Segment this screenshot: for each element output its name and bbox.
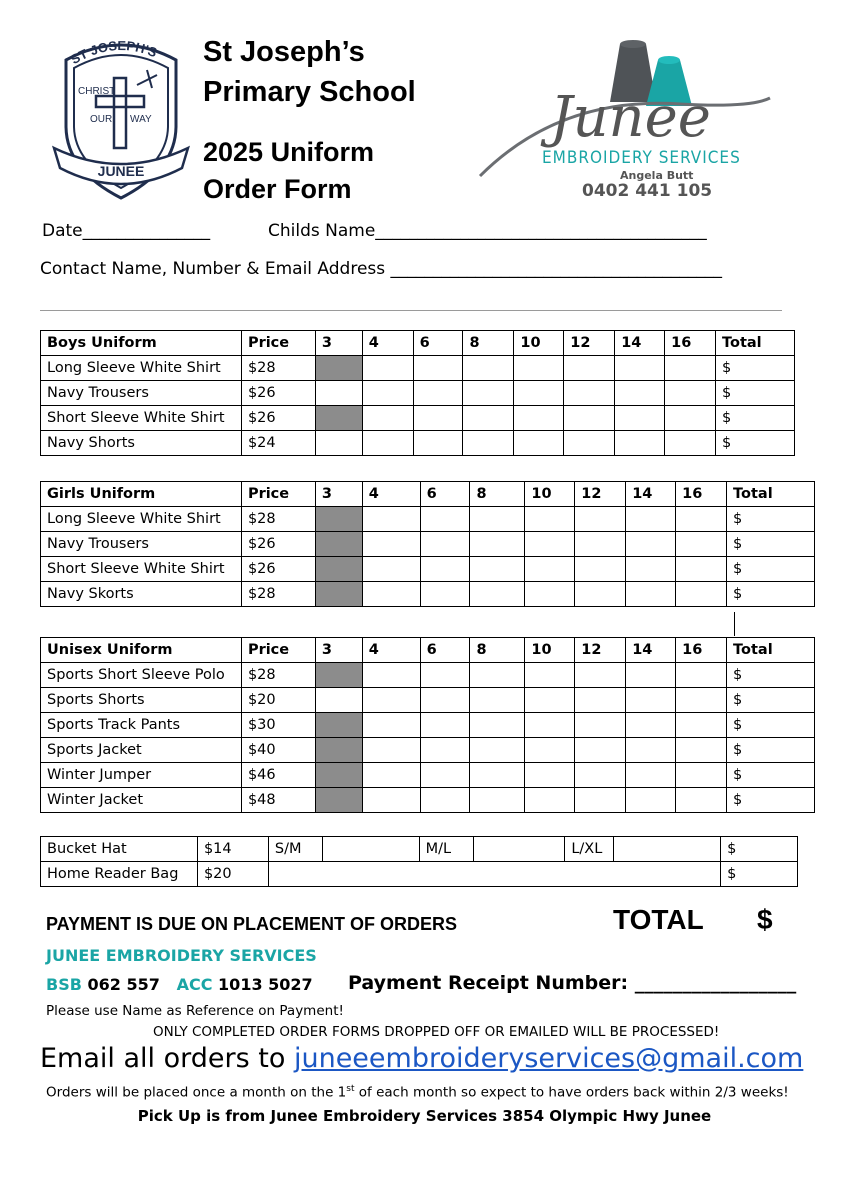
item-name: Bucket Hat [41, 837, 198, 862]
qty-cell[interactable] [575, 713, 626, 738]
qty-cell[interactable] [315, 381, 362, 406]
qty-cell[interactable] [362, 738, 420, 763]
qty-cell[interactable] [463, 356, 514, 381]
qty-cell[interactable] [420, 763, 470, 788]
qty-cell[interactable] [362, 788, 420, 813]
row-total[interactable]: $ [727, 713, 815, 738]
qty-cell[interactable] [413, 431, 463, 456]
qty-cell[interactable] [470, 738, 525, 763]
table-row [41, 663, 815, 688]
bsb-number: 062 557 [87, 975, 160, 994]
qty-cell[interactable] [626, 532, 676, 557]
qty-cell[interactable] [615, 406, 665, 431]
qty-cell[interactable] [665, 431, 716, 456]
qty-cell[interactable] [575, 532, 626, 557]
email-link[interactable]: juneeembroideryservices@gmail.com [293, 1043, 804, 1074]
row-total[interactable]: $ [716, 381, 795, 406]
logo-subtitle: EMBROIDERY SERVICES [542, 148, 741, 168]
crest-top-text: ST JOSEPH'S [67, 37, 160, 68]
email-prefix: Email all orders to [40, 1043, 286, 1074]
table-row [41, 406, 795, 431]
qty-cell[interactable] [614, 837, 721, 862]
qty-cell[interactable] [514, 431, 564, 456]
qty-cell[interactable] [564, 381, 615, 406]
header-cell: 4 [362, 638, 420, 663]
qty-cell[interactable] [362, 582, 420, 607]
qty-cell[interactable] [268, 862, 720, 887]
qty-cell[interactable] [470, 788, 525, 813]
qty-cell[interactable] [676, 738, 727, 763]
qty-cell[interactable] [676, 663, 727, 688]
qty-cell[interactable] [676, 713, 727, 738]
row-total[interactable]: $ [716, 431, 795, 456]
qty-cell[interactable] [564, 356, 615, 381]
size-unavailable-cell [315, 557, 362, 582]
qty-cell[interactable] [514, 406, 564, 431]
qty-cell[interactable] [420, 557, 470, 582]
item-price: $26 [241, 557, 315, 582]
qty-cell[interactable] [473, 837, 565, 862]
qty-cell[interactable] [463, 431, 514, 456]
childs-name-field[interactable]: Childs Name_______________________________________ [268, 221, 707, 241]
table-row [41, 788, 815, 813]
table-header-row [41, 482, 815, 507]
qty-cell[interactable] [575, 738, 626, 763]
table-row [41, 532, 815, 557]
qty-cell[interactable] [420, 688, 470, 713]
size-unavailable-cell [315, 356, 362, 381]
qty-cell[interactable] [362, 381, 413, 406]
table-row [41, 507, 815, 532]
qty-cell[interactable] [575, 763, 626, 788]
qty-cell[interactable] [315, 431, 362, 456]
table-row [41, 688, 815, 713]
size-unavailable-cell [315, 788, 362, 813]
qty-cell[interactable] [362, 763, 420, 788]
item-name: Winter Jumper [41, 763, 242, 788]
header-cell: 14 [626, 482, 676, 507]
bsb-label: BSB [46, 975, 82, 994]
item-price: $28 [241, 356, 315, 381]
row-total[interactable]: $ [716, 406, 795, 431]
qty-cell[interactable] [626, 688, 676, 713]
junee-embroidery-logo [470, 36, 780, 202]
header-cell: 6 [420, 482, 470, 507]
logo-owner: Angela Butt [620, 169, 694, 182]
qty-cell[interactable] [362, 713, 420, 738]
contact-field[interactable]: Contact Name, Number & Email Address _______________________________________ [40, 259, 723, 279]
table-header-row [41, 638, 815, 663]
header-cell: 8 [463, 331, 514, 356]
pickup-note: Pick Up is from Junee Embroidery Services 3854 Olympic Hwy Junee [137, 1107, 712, 1125]
crest-motto-way: WAY [130, 114, 152, 125]
qty-cell[interactable] [420, 582, 470, 607]
qty-cell[interactable] [362, 431, 413, 456]
qty-cell[interactable] [564, 431, 615, 456]
row-total[interactable]: $ [727, 688, 815, 713]
item-price: $28 [241, 663, 315, 688]
table-row [41, 431, 795, 456]
girls-uniform-table [40, 481, 815, 607]
row-total[interactable]: $ [727, 582, 815, 607]
item-name: Sports Shorts [41, 688, 242, 713]
table-header-row [41, 331, 795, 356]
header-cell: Total [716, 331, 795, 356]
reference-note: Please use Name as Reference on Payment! [46, 1003, 344, 1019]
qty-cell[interactable] [420, 788, 470, 813]
qty-cell[interactable] [626, 738, 676, 763]
size-unavailable-cell [315, 738, 362, 763]
item-price: $14 [197, 837, 268, 862]
header-cell: 3 [315, 482, 362, 507]
acc-label: ACC [176, 975, 213, 994]
grand-total-label: TOTAL [613, 904, 704, 935]
header-cell: Total [727, 482, 815, 507]
qty-cell[interactable] [575, 788, 626, 813]
header-cell: 16 [676, 482, 727, 507]
qty-cell[interactable] [676, 507, 727, 532]
qty-cell[interactable] [575, 582, 626, 607]
header-cell: 4 [362, 482, 420, 507]
qty-cell[interactable] [470, 507, 525, 532]
table-row [41, 582, 815, 607]
size-unavailable-cell [315, 582, 362, 607]
header-cell: 14 [615, 331, 665, 356]
qty-cell[interactable] [413, 381, 463, 406]
date-field[interactable]: Date_______________ [42, 221, 211, 241]
item-price: $26 [241, 532, 315, 557]
qty-cell[interactable] [676, 788, 727, 813]
qty-cell[interactable] [626, 788, 676, 813]
header-cell: Price [241, 331, 315, 356]
qty-cell[interactable] [362, 532, 420, 557]
qty-cell[interactable] [615, 356, 665, 381]
qty-cell[interactable] [575, 507, 626, 532]
table-row [41, 738, 815, 763]
qty-cell[interactable] [564, 406, 615, 431]
qty-cell[interactable] [525, 788, 575, 813]
qty-cell[interactable] [470, 713, 525, 738]
qty-cell[interactable] [470, 763, 525, 788]
account-name: JUNEE EMBROIDERY SERVICES [46, 946, 317, 965]
table-row [41, 381, 795, 406]
item-name: Navy Skorts [41, 582, 242, 607]
size-unavailable-cell [315, 532, 362, 557]
qty-cell[interactable] [575, 557, 626, 582]
row-total[interactable]: $ [716, 356, 795, 381]
contact-extra-line[interactable] [40, 310, 782, 311]
qty-cell[interactable] [463, 381, 514, 406]
qty-cell[interactable] [626, 763, 676, 788]
qty-cell[interactable] [362, 356, 413, 381]
qty-cell[interactable] [525, 763, 575, 788]
qty-cell[interactable] [420, 532, 470, 557]
item-name: Long Sleeve White Shirt [41, 507, 242, 532]
boys-uniform-table [40, 330, 795, 456]
header-cell: Total [727, 638, 815, 663]
qty-cell[interactable] [514, 356, 564, 381]
row-total[interactable]: $ [727, 788, 815, 813]
item-price: $46 [241, 763, 315, 788]
divider-tick [734, 612, 735, 636]
header-cell: Unisex Uniform [41, 638, 242, 663]
qty-cell[interactable] [676, 557, 727, 582]
qty-cell[interactable] [420, 507, 470, 532]
schedule-text-2: of each month so expect to have orders back within 2/3 weeks! [354, 1084, 789, 1101]
receipt-number-field[interactable]: Payment Receipt Number: _________________ [348, 972, 797, 994]
item-price: $28 [241, 582, 315, 607]
qty-cell[interactable] [525, 557, 575, 582]
header-cell: 10 [525, 482, 575, 507]
header-cell: 8 [470, 638, 525, 663]
row-total[interactable]: $ [727, 507, 815, 532]
row-total[interactable]: $ [727, 763, 815, 788]
qty-cell[interactable] [626, 507, 676, 532]
qty-cell[interactable] [322, 837, 419, 862]
qty-cell[interactable] [575, 663, 626, 688]
header-cell: Girls Uniform [41, 482, 242, 507]
item-price: $20 [241, 688, 315, 713]
header-cell: Boys Uniform [41, 331, 242, 356]
table-row [41, 837, 798, 862]
qty-cell[interactable] [676, 763, 727, 788]
logo-phone: 0402 441 105 [582, 181, 713, 201]
size-unavailable-cell [315, 507, 362, 532]
table-row [41, 356, 795, 381]
row-total[interactable]: $ [727, 532, 815, 557]
form-title [203, 134, 374, 208]
schedule-text-1: Orders will be placed once a month on the 1 [46, 1084, 347, 1101]
table-row [41, 763, 815, 788]
qty-cell[interactable] [525, 582, 575, 607]
crest-motto-christ: CHRIST [78, 86, 116, 97]
size-unavailable-cell [315, 663, 362, 688]
header-cell: 16 [676, 638, 727, 663]
row-total[interactable]: $ [721, 862, 798, 887]
header-cell: 16 [665, 331, 716, 356]
qty-cell[interactable] [626, 713, 676, 738]
school-name-line2: Primary School [203, 76, 416, 108]
item-name: Sports Short Sleeve Polo [41, 663, 242, 688]
qty-cell[interactable] [615, 431, 665, 456]
table-row [41, 862, 798, 887]
item-name: Sports Jacket [41, 738, 242, 763]
qty-cell[interactable] [676, 532, 727, 557]
qty-cell[interactable] [470, 532, 525, 557]
row-total[interactable]: $ [727, 663, 815, 688]
header-cell: 10 [514, 331, 564, 356]
item-price: $24 [241, 431, 315, 456]
item-price: $30 [241, 713, 315, 738]
school-name-line1: St Joseph’s [203, 36, 365, 68]
qty-cell[interactable] [420, 663, 470, 688]
processing-note: ONLY COMPLETED ORDER FORMS DROPPED OFF OR EMAILED WILL BE PROCESSED! [153, 1024, 720, 1040]
qty-cell[interactable] [626, 557, 676, 582]
qty-cell[interactable] [525, 532, 575, 557]
table-row [41, 557, 815, 582]
item-price: $48 [241, 788, 315, 813]
qty-cell[interactable] [413, 406, 463, 431]
item-price: $26 [241, 381, 315, 406]
size-label: S/M [268, 837, 322, 862]
header-cell: 8 [470, 482, 525, 507]
qty-cell[interactable] [525, 507, 575, 532]
qty-cell[interactable] [615, 381, 665, 406]
qty-cell[interactable] [420, 738, 470, 763]
qty-cell[interactable] [665, 356, 716, 381]
crest-bottom-text: JUNEE [97, 163, 145, 179]
qty-cell[interactable] [470, 688, 525, 713]
qty-cell[interactable] [665, 406, 716, 431]
qty-cell[interactable] [362, 663, 420, 688]
qty-cell[interactable] [463, 406, 514, 431]
row-total[interactable]: $ [727, 557, 815, 582]
item-name: Winter Jacket [41, 788, 242, 813]
school-name [203, 32, 416, 112]
qty-cell[interactable] [470, 582, 525, 607]
qty-cell[interactable] [626, 582, 676, 607]
header-cell: 3 [315, 638, 362, 663]
qty-cell[interactable] [525, 713, 575, 738]
form-title-line2: Order Form [203, 174, 352, 204]
header-cell: Price [241, 482, 315, 507]
qty-cell[interactable] [470, 663, 525, 688]
size-unavailable-cell [315, 713, 362, 738]
qty-cell[interactable] [362, 507, 420, 532]
header-cell: 12 [564, 331, 615, 356]
item-name: Navy Trousers [41, 381, 242, 406]
size-label: L/XL [565, 837, 614, 862]
item-name: Sports Track Pants [41, 713, 242, 738]
item-name: Navy Trousers [41, 532, 242, 557]
form-title-line1: 2025 Uniform [203, 137, 375, 167]
qty-cell[interactable] [470, 557, 525, 582]
grand-total-value[interactable]: $ [757, 904, 773, 935]
qty-cell[interactable] [362, 406, 413, 431]
school-crest-logo [52, 30, 190, 202]
acc-number: 1013 5027 [218, 975, 313, 994]
item-price: $40 [241, 738, 315, 763]
item-price: $20 [197, 862, 268, 887]
qty-cell[interactable] [525, 738, 575, 763]
qty-cell[interactable] [420, 713, 470, 738]
header-cell: 12 [575, 638, 626, 663]
header-cell: 6 [420, 638, 470, 663]
item-name: Navy Shorts [41, 431, 242, 456]
size-label: M/L [419, 837, 473, 862]
qty-cell[interactable] [626, 663, 676, 688]
item-price: $26 [241, 406, 315, 431]
unisex-uniform-table [40, 637, 815, 813]
payment-heading: PAYMENT IS DUE ON PLACEMENT OF ORDERS [46, 914, 458, 934]
crest-motto-our: OUR [90, 114, 113, 125]
size-unavailable-cell [315, 763, 362, 788]
qty-cell[interactable] [514, 381, 564, 406]
row-total[interactable]: $ [727, 738, 815, 763]
item-price: $28 [241, 507, 315, 532]
qty-cell[interactable] [362, 557, 420, 582]
schedule-note [46, 1084, 789, 1101]
email-instruction [40, 1043, 803, 1074]
item-name: Short Sleeve White Shirt [41, 406, 242, 431]
size-unavailable-cell [315, 406, 362, 431]
qty-cell[interactable] [665, 381, 716, 406]
header-cell: Price [241, 638, 315, 663]
qty-cell[interactable] [676, 582, 727, 607]
qty-cell[interactable] [413, 356, 463, 381]
item-name: Short Sleeve White Shirt [41, 557, 242, 582]
header-cell: 12 [575, 482, 626, 507]
bank-details [46, 975, 313, 994]
qty-cell[interactable] [315, 688, 362, 713]
logo-brand: Junee [550, 85, 711, 150]
qty-cell[interactable] [575, 688, 626, 713]
schedule-sup: st [346, 1084, 355, 1094]
qty-cell[interactable] [676, 688, 727, 713]
header-cell: 6 [413, 331, 463, 356]
table-row [41, 713, 815, 738]
row-total[interactable]: $ [721, 837, 798, 862]
header-cell: 10 [525, 638, 575, 663]
qty-cell[interactable] [525, 688, 575, 713]
item-name: Home Reader Bag [41, 862, 198, 887]
header-cell: 4 [362, 331, 413, 356]
accessories-table [40, 836, 798, 887]
qty-cell[interactable] [362, 688, 420, 713]
header-cell: 14 [626, 638, 676, 663]
item-name: Long Sleeve White Shirt [41, 356, 242, 381]
header-cell: 3 [315, 331, 362, 356]
qty-cell[interactable] [525, 663, 575, 688]
